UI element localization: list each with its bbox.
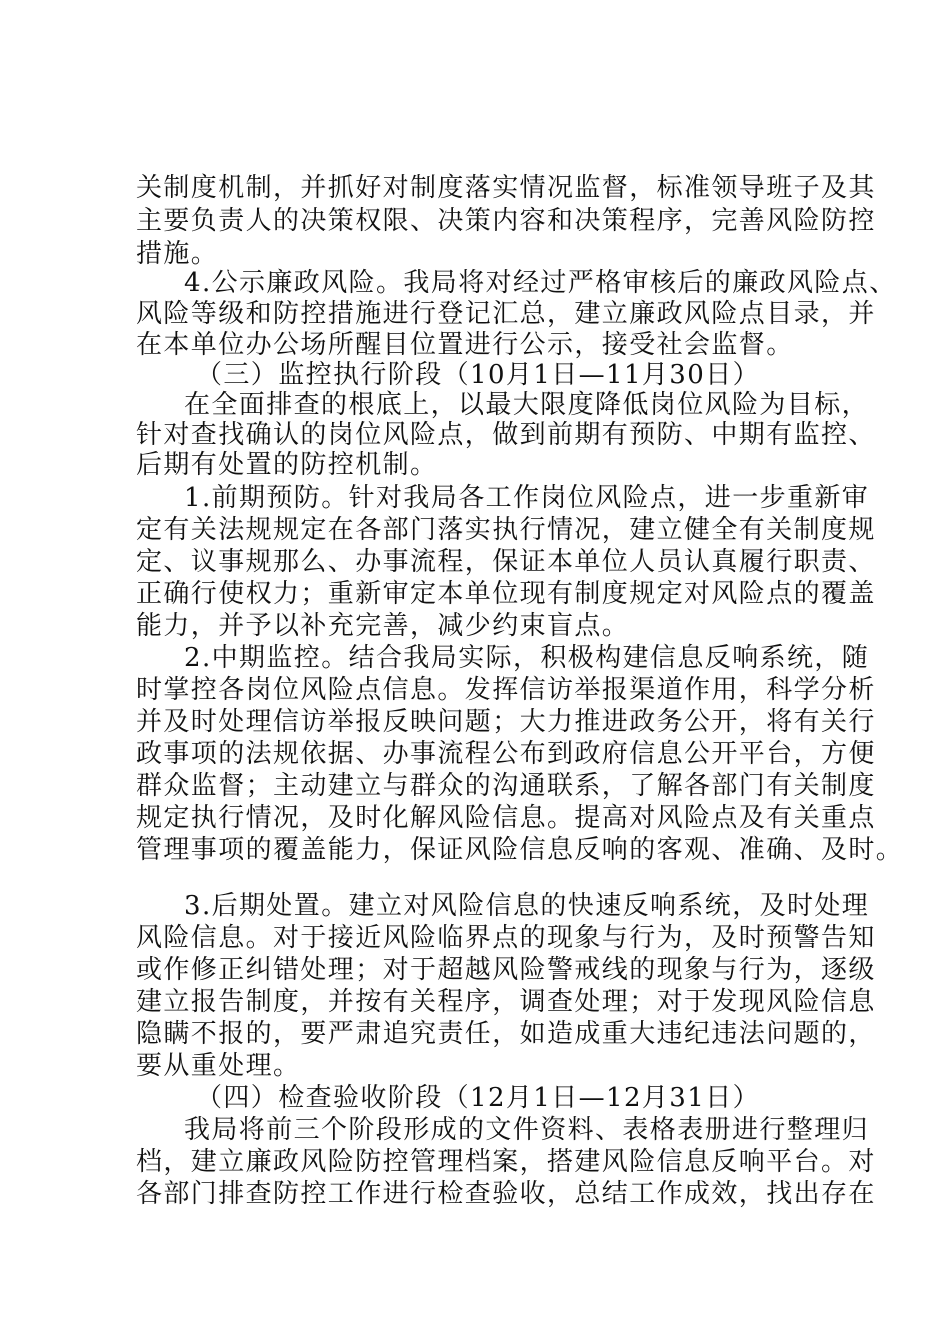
text-line: 时掌控各岗位风险点信息。发挥信访举报渠道作用，科学分析	[136, 675, 876, 705]
text-line: 档，建立廉政风险防控管理档案，搭建风险信息反响平台。对	[136, 1147, 876, 1177]
text-line: 规定执行情况，及时化解风险信息。提高对风险点及有关重点	[136, 803, 876, 833]
text-line: 措施。	[136, 239, 219, 269]
text-line: 建立报告制度，并按有关程序，调查处理；对于发现风险信息	[136, 987, 876, 1017]
text-line: 要从重处理。	[136, 1051, 301, 1081]
text-line: 风险信息。对于接近风险临界点的现象与行为，及时预警告知	[136, 923, 876, 953]
text-line: 在全面排查的根底上，以最大限度降低岗位风险为目标，	[184, 390, 870, 420]
text-line: 2.中期监控。结合我局实际，积极构建信息反响系统，随	[184, 643, 870, 673]
text-line: 群众监督；主动建立与群众的沟通联系，了解各部门有关制度	[136, 771, 876, 801]
section-heading: （三）监控执行阶段（10月1日—11月30日）	[196, 360, 760, 390]
text-line: 并及时处理信访举报反映问题；大力推进政务公开，将有关行	[136, 707, 876, 737]
text-line: 关制度机制，并抓好对制度落实情况监督，标准领导班子及其	[136, 173, 876, 203]
text-line: 在本单位办公场所醒目位置进行公示，接受社会监督。	[136, 330, 794, 360]
text-line: 管理事项的覆盖能力，保证风险信息反响的客观、准确、及时。	[136, 835, 904, 865]
text-line: 或作修正纠错处理；对于超越风险警戒线的现象与行为，逐级	[136, 955, 876, 985]
text-line: 3.后期处置。建立对风险信息的快速反响系统，及时处理	[184, 891, 870, 921]
text-line: 能力，并予以补充完善，减少约束盲点。	[136, 611, 630, 641]
text-line: 4.公示廉政风险。我局将对经过严格审核后的廉政风险点、	[184, 268, 897, 298]
text-line: 定有关法规规定在各部门落实执行情况，建立健全有关制度规	[136, 515, 876, 545]
text-line: 主要负责人的决策权限、决策内容和决策程序，完善风险防控	[136, 206, 876, 236]
text-line: 针对查找确认的岗位风险点，做到前期有预防、中期有监控、	[136, 420, 876, 450]
text-line: 政事项的法规依据、办事流程公布到政府信息公开平台，方便	[136, 739, 876, 769]
text-line: 我局将前三个阶段形成的文件资料、表格表册进行整理归	[184, 1115, 870, 1145]
text-line: 各部门排查防控工作进行检查验收，总结工作成效，找出存在	[136, 1179, 876, 1209]
text-line: 后期有处置的防控机制。	[136, 450, 438, 480]
text-line: 风险等级和防控措施进行登记汇总，建立廉政风险点目录，并	[136, 299, 876, 329]
text-line: 隐瞒不报的，要严肃追究责任，如造成重大违纪违法问题的，	[136, 1019, 876, 1049]
text-line: 1.前期预防。针对我局各工作岗位风险点，进一步重新审	[184, 483, 870, 513]
section-heading: （四）检查验收阶段（12月1日—12月31日）	[196, 1083, 760, 1113]
text-line: 正确行使权力；重新审定本单位现有制度规定对风险点的覆盖	[136, 579, 876, 609]
text-line: 定、议事规那么、办事流程，保证本单位人员认真履行职责、	[136, 547, 876, 577]
